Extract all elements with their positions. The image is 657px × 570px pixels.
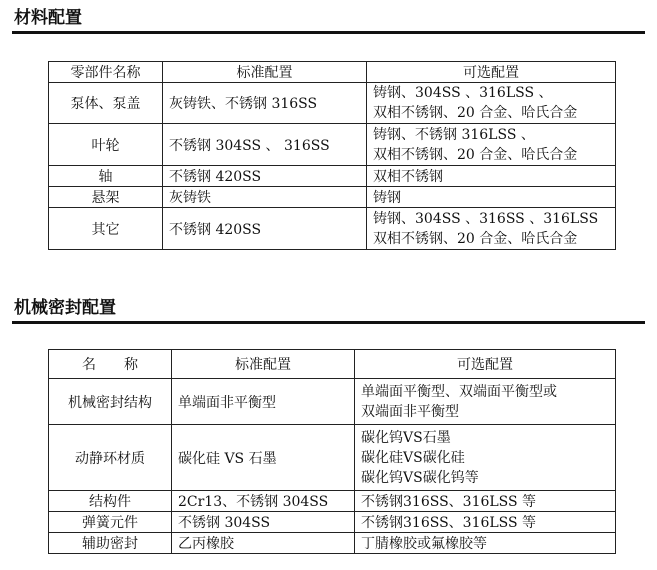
optional-config: 铸钢 bbox=[367, 187, 616, 208]
standard-config: 乙丙橡胶 bbox=[172, 533, 355, 554]
table-row bbox=[49, 533, 616, 554]
part-name: 动静环材质 bbox=[49, 425, 172, 491]
col-header-standard: 标准配置 bbox=[172, 350, 355, 379]
part-name: 结构件 bbox=[49, 491, 172, 512]
optional-line: 双端面非平衡型 bbox=[361, 403, 459, 420]
table-row bbox=[49, 512, 616, 533]
optional-line: 双相不锈钢、20 合金、哈氏合金 bbox=[373, 146, 578, 163]
optional-line: 铸钢、304SS 、316LSS 、 bbox=[373, 85, 553, 101]
table-row bbox=[49, 124, 616, 166]
table-row bbox=[49, 166, 616, 187]
table-row bbox=[49, 379, 616, 425]
part-name: 弹簧元件 bbox=[49, 512, 172, 533]
standard-config: 2Cr13、不锈钢 304SS bbox=[172, 491, 355, 512]
standard-config: 碳化硅 VS 石墨 bbox=[172, 425, 355, 491]
optional-line: 碳化硅VS碳化硅 bbox=[361, 449, 465, 466]
part-name: 辅助密封 bbox=[49, 533, 172, 554]
part-name: 轴 bbox=[49, 166, 163, 187]
optional-config bbox=[355, 379, 616, 425]
optional-config bbox=[355, 425, 616, 491]
optional-config: 不锈钢316SS、316LSS 等 bbox=[355, 512, 616, 533]
standard-config: 不锈钢 420SS bbox=[163, 208, 367, 250]
optional-config bbox=[367, 208, 616, 250]
table-row bbox=[49, 208, 616, 250]
optional-line: 铸钢、304SS 、316SS 、316LSS bbox=[373, 210, 599, 227]
seal-header-row bbox=[49, 350, 616, 379]
table-row bbox=[49, 187, 616, 208]
standard-config: 不锈钢 420SS bbox=[163, 166, 367, 187]
part-name: 泵体、泵盖 bbox=[49, 83, 163, 124]
col-header-name: 名 称 bbox=[49, 350, 172, 379]
optional-config: 丁腈橡胶或氟橡胶等 bbox=[355, 533, 616, 554]
optional-config bbox=[367, 83, 616, 124]
table-row bbox=[49, 425, 616, 491]
optional-config: 双相不锈钢 bbox=[367, 166, 616, 187]
seal-section-title: 机械密封配置 bbox=[14, 298, 116, 318]
col-header-standard: 标准配置 bbox=[163, 62, 367, 83]
standard-config: 不锈钢 304SS 、 316SS bbox=[163, 124, 367, 166]
materials-section-title: 材料配置 bbox=[14, 8, 82, 28]
optional-config: 不锈钢316SS、316LSS 等 bbox=[355, 491, 616, 512]
optional-line: 碳化钨VS石墨 bbox=[361, 429, 451, 446]
part-name: 悬架 bbox=[49, 187, 163, 208]
standard-config: 灰铸铁 bbox=[163, 187, 367, 208]
part-name: 叶轮 bbox=[49, 124, 163, 166]
optional-config bbox=[367, 124, 616, 166]
materials-table bbox=[48, 61, 616, 250]
seal-table bbox=[48, 349, 616, 554]
optional-line: 碳化钨VS碳化钨等 bbox=[361, 469, 479, 486]
col-header-optional: 可选配置 bbox=[367, 62, 616, 83]
materials-header-row bbox=[49, 62, 616, 83]
optional-line: 铸钢、不锈钢 316LSS 、 bbox=[373, 126, 535, 143]
standard-config: 单端面非平衡型 bbox=[172, 379, 355, 425]
optional-line: 单端面平衡型、双端面平衡型或 bbox=[361, 383, 557, 400]
table-row bbox=[49, 491, 616, 512]
part-name: 机械密封结构 bbox=[49, 379, 172, 425]
seal-title-rule bbox=[12, 321, 645, 324]
col-header-optional: 可选配置 bbox=[355, 350, 616, 379]
part-name: 其它 bbox=[49, 208, 163, 250]
optional-line: 双相不锈钢、20 合金、哈氏合金 bbox=[373, 105, 578, 121]
standard-config: 不锈钢 304SS bbox=[172, 512, 355, 533]
col-header-part: 零部件名称 bbox=[49, 62, 163, 83]
optional-line: 双相不锈钢、20 合金、哈氏合金 bbox=[373, 230, 578, 247]
standard-config: 灰铸铁、不锈钢 316SS bbox=[163, 83, 367, 124]
table-row bbox=[49, 83, 616, 124]
materials-title-rule bbox=[12, 31, 645, 34]
